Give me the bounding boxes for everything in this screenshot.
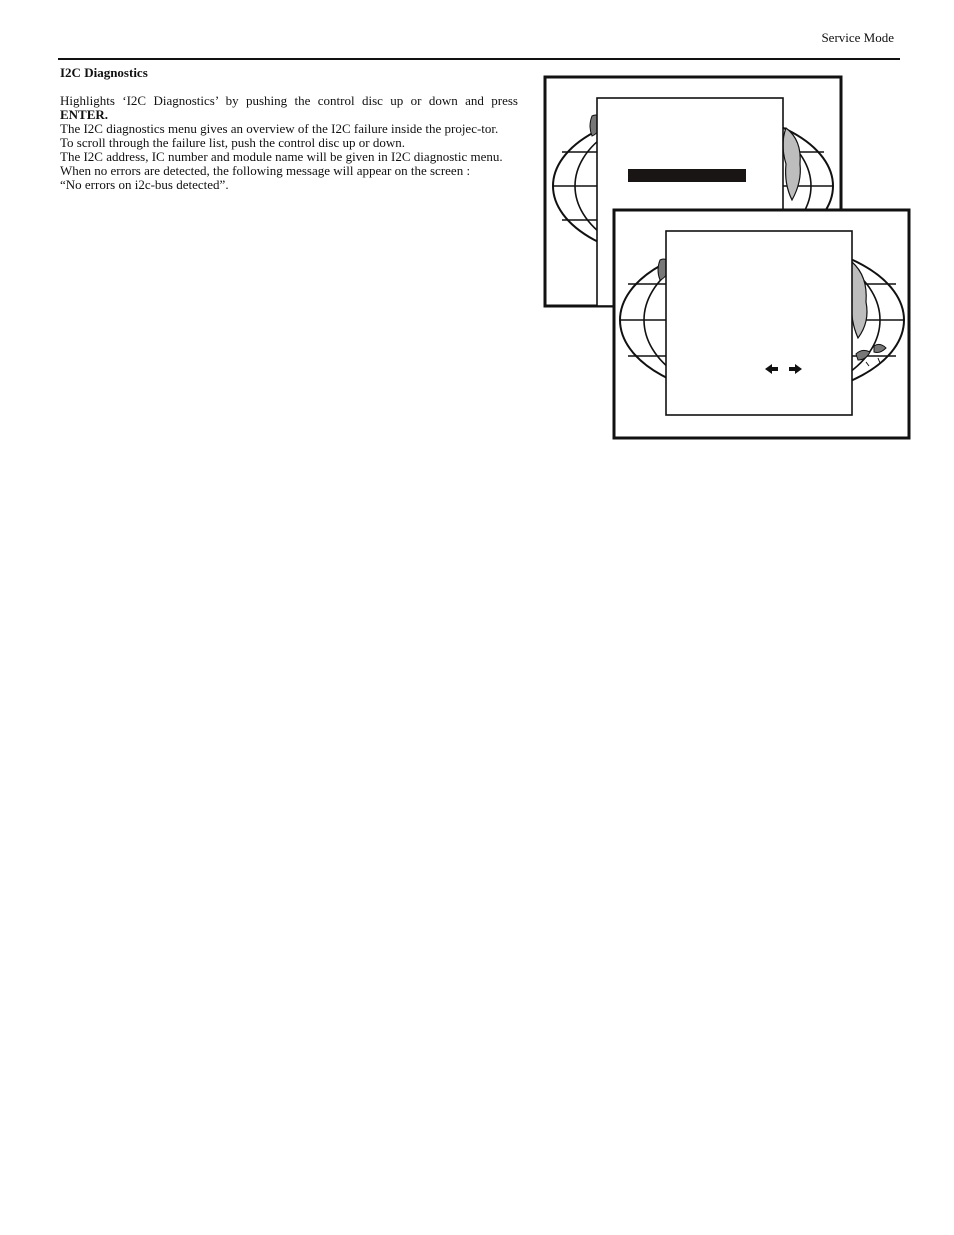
paragraph-address-info: The I2C address, IC number and module name will be given in I2C diagnostic menu. [60, 149, 503, 164]
paragraph-no-errors-message: “No errors on i2c-bus detected”. [60, 177, 229, 192]
enter-keyword: ENTER. [60, 107, 109, 122]
menu-screens-figure [540, 72, 916, 444]
section-title: I2C Diagnostics [60, 65, 148, 80]
front-screen [614, 210, 909, 438]
paragraph-scroll-instruction: To scroll through the failure list, push the control disc up or down. [60, 135, 405, 150]
header-rule [58, 58, 900, 60]
section-i2c-diagnostics [60, 66, 518, 192]
highlight-bar [628, 169, 746, 182]
running-header: Service Mode [821, 30, 894, 45]
paragraph-highlight-text: Highlights ‘I2C Diagnostics’ by pushing the control disc up or down and press [60, 93, 518, 108]
paragraph-no-errors-intro: When no errors are detected, the following message will appear on the screen : [60, 163, 471, 178]
paragraph-highlight-instruction [60, 94, 518, 122]
paragraph-menu-overview: The I2C diagnostics menu gives an overview of the I2C failure inside the projec-tor. [60, 121, 499, 136]
